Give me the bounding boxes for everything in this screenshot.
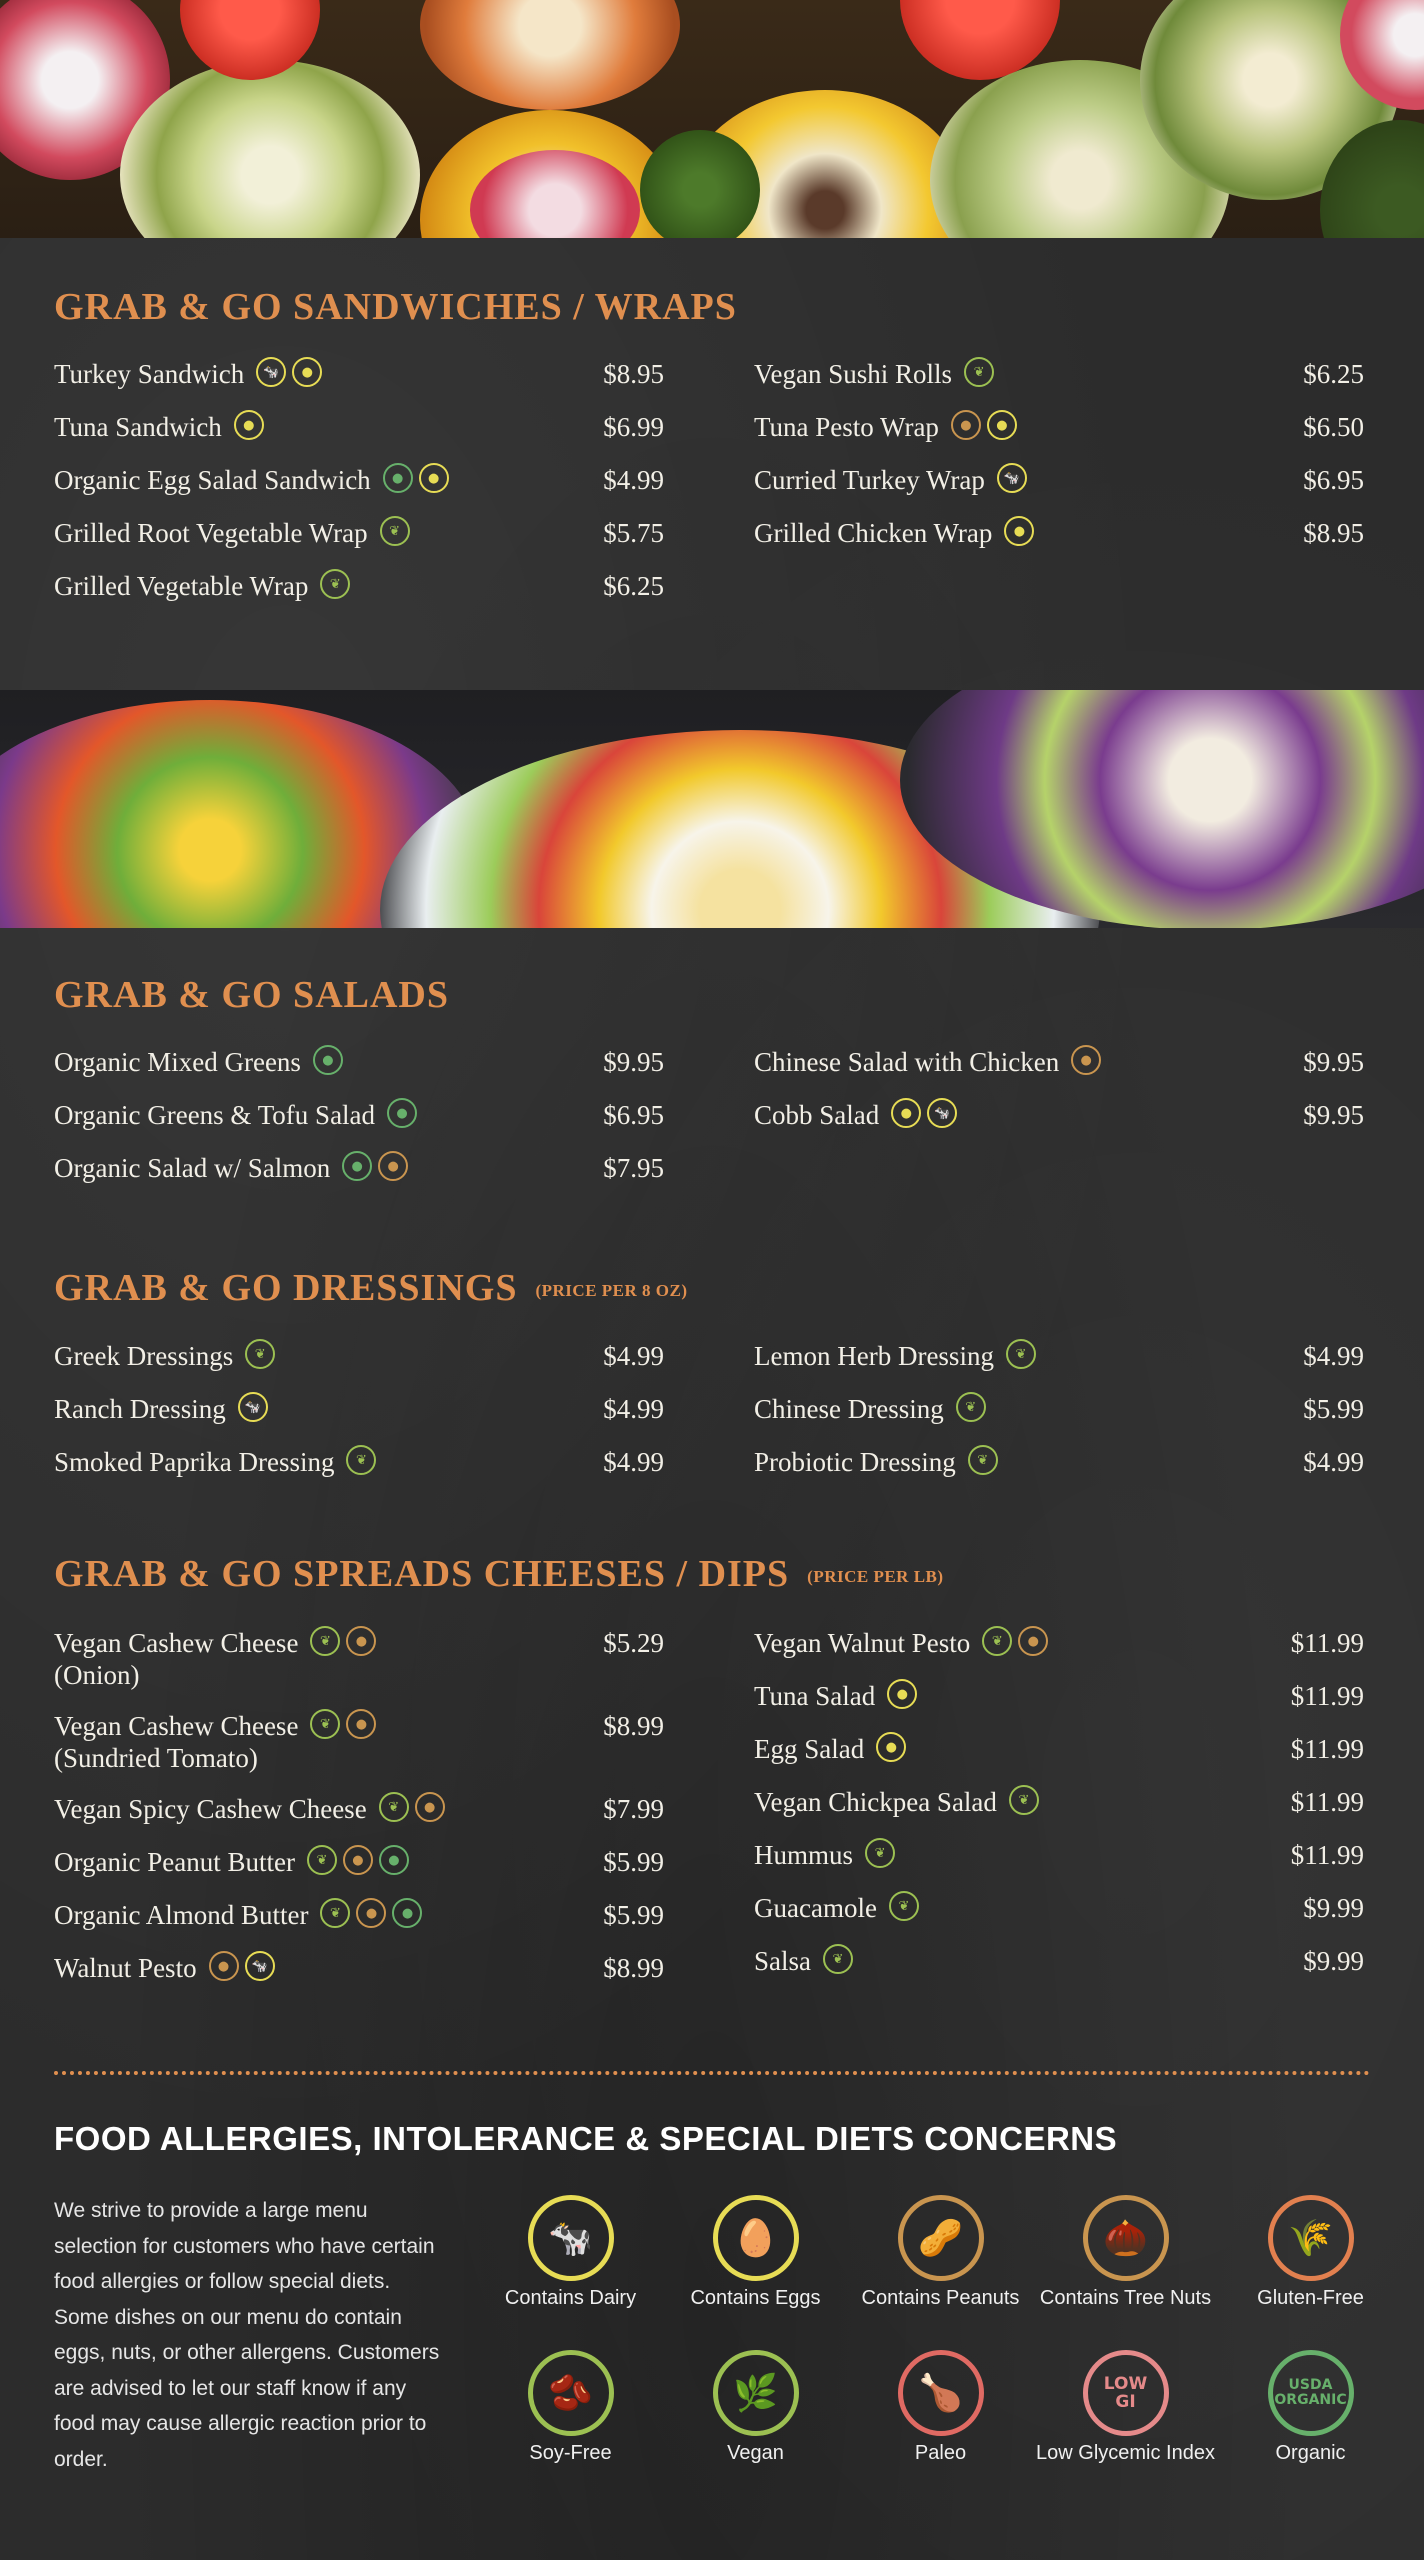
legend-item-gluten	[1218, 2195, 1403, 2310]
menu-item-diet-icons	[320, 1898, 422, 1928]
menu-item-label: Vegan Cashew Cheese (Sundried Tomato)	[54, 1711, 299, 1773]
wraps-photo-banner	[0, 0, 1424, 238]
menu-item-name	[754, 1046, 1101, 1078]
menu-item-label: Tuna Salad	[754, 1681, 876, 1711]
drumstick-icon: 🍗	[898, 2350, 984, 2436]
acorn-icon: ●	[415, 1792, 445, 1822]
usda-organic-icon: ●	[383, 463, 413, 493]
legend-item-vegan	[663, 2350, 848, 2465]
menu-item	[754, 464, 1364, 517]
egg-icon: ●	[887, 1679, 917, 1709]
menu-item-price: $11.99	[1290, 1787, 1364, 1817]
cow-icon: 🐄	[997, 463, 1027, 493]
legend-label: Organic	[1275, 2442, 1346, 2464]
menu-item	[754, 1680, 1364, 1733]
menu-item-diet-icons	[346, 1445, 376, 1475]
menu-item-price: $6.99	[603, 412, 664, 442]
menu-item-label: Ranch Dressing	[54, 1394, 226, 1424]
egg-icon: ●	[292, 357, 322, 387]
leaf-icon: ❦	[1006, 1339, 1036, 1369]
egg-icon: ●	[419, 463, 449, 493]
egg-icon: ●	[891, 1098, 921, 1128]
menu-item-price: $11.99	[1290, 1734, 1364, 1764]
spreads-right-list	[754, 1627, 1364, 1998]
menu-item-name	[754, 1945, 853, 1977]
menu-item-name	[754, 1680, 917, 1712]
menu-item-diet-icons	[964, 357, 994, 387]
menu-item-label: Vegan Walnut Pesto	[754, 1628, 971, 1658]
menu-item-diet-icons	[997, 463, 1027, 493]
leaf-icon: ❦	[982, 1626, 1012, 1656]
section-title-sandwiches: GRAB & GO SANDWICHES / WRAPS	[54, 286, 737, 328]
menu-item-diet-icons	[889, 1891, 919, 1921]
dressings-left-list	[54, 1340, 664, 1499]
menu-item	[754, 1627, 1364, 1680]
wheat-crossed-icon: 🌾	[1268, 2195, 1354, 2281]
menu-item	[754, 1046, 1364, 1099]
acorn-icon: ●	[951, 410, 981, 440]
legend-item-lowgi	[1033, 2350, 1218, 2465]
soybean-crossed-icon: 🫘	[528, 2350, 614, 2436]
egg-icon: ●	[234, 410, 264, 440]
menu-item-name	[754, 1892, 919, 1924]
usda-organic-icon: ●	[379, 1845, 409, 1875]
leaf-icon: ❦	[1009, 1785, 1039, 1815]
menu-item	[54, 1099, 664, 1152]
menu-item-label: Grilled Root Vegetable Wrap	[54, 518, 368, 548]
menu-item-diet-icons	[823, 1944, 853, 1974]
menu-item-price: $11.99	[1290, 1840, 1364, 1870]
menu-item-diet-icons	[1006, 1339, 1036, 1369]
acorn-icon: ●	[378, 1151, 408, 1181]
section-title-salads: GRAB & GO SALADS	[54, 974, 449, 1016]
menu-item	[54, 517, 664, 570]
legend-item-peanuts	[848, 2195, 1033, 2310]
legend-item-dairy	[478, 2195, 663, 2310]
legend-label: Contains Eggs	[690, 2287, 821, 2309]
menu-item	[754, 1099, 1364, 1152]
legend-item-paleo	[848, 2350, 1033, 2465]
menu-item-label: Probiotic Dressing	[754, 1447, 956, 1477]
menu-item-diet-icons	[380, 516, 410, 546]
legend-label: Contains Dairy	[504, 2287, 637, 2309]
leaf-icon: ❦	[964, 357, 994, 387]
menu-item-diet-icons	[951, 410, 1017, 440]
leaf-icon: ❦	[823, 1944, 853, 1974]
menu-item	[754, 517, 1364, 570]
menu-item	[754, 1446, 1364, 1499]
menu-item	[754, 1393, 1364, 1446]
section-title-dressings: GRAB & GO DRESSINGS (PRICE PER 8 OZ)	[54, 1267, 688, 1309]
menu-item-label: Chinese Salad with Chicken	[754, 1047, 1060, 1077]
menu-item-price: $8.99	[603, 1711, 664, 1741]
menu-item-label: Organic Mixed Greens	[54, 1047, 301, 1077]
menu-item-name	[54, 1046, 343, 1078]
menu-item	[54, 1952, 664, 2005]
menu-item	[54, 1793, 664, 1846]
menu-item-label: Turkey Sandwich	[54, 359, 245, 389]
menu-item	[54, 1899, 664, 1952]
salads-left-list	[54, 1046, 664, 1205]
menu-item-price: $5.75	[603, 518, 664, 548]
menu-item-name	[754, 1446, 998, 1478]
menu-item-label: Chinese Dressing	[754, 1394, 944, 1424]
menu-item-price: $9.95	[1303, 1100, 1364, 1130]
menu-item-diet-icons	[310, 1626, 376, 1656]
menu-item-name	[754, 517, 1034, 549]
menu-item	[754, 1340, 1364, 1393]
acorn-icon: ●	[1018, 1626, 1048, 1656]
menu-item	[54, 1446, 664, 1499]
acorn-icon: ●	[346, 1709, 376, 1739]
menu-item-price: $8.95	[603, 359, 664, 389]
dressings-price-note: (PRICE PER 8 OZ)	[535, 1281, 688, 1301]
menu-item-price: $5.99	[603, 1847, 664, 1877]
leaf-icon: ❦	[320, 1898, 350, 1928]
menu-item	[754, 1892, 1364, 1945]
menu-item-diet-icons	[968, 1445, 998, 1475]
menu-item	[754, 411, 1364, 464]
menu-item-name	[54, 411, 264, 443]
menu-item-label: Organic Egg Salad Sandwich	[54, 465, 371, 495]
leaf-icon: ❦	[379, 1792, 409, 1822]
dotted-divider	[54, 2071, 1370, 2075]
usda-organic-icon: ●	[392, 1898, 422, 1928]
menu-item-name	[54, 464, 449, 496]
menu-item-label: Organic Almond Butter	[54, 1900, 309, 1930]
legend-item-organic	[1218, 2350, 1403, 2465]
menu-item-diet-icons	[342, 1151, 408, 1181]
menu-item	[54, 570, 664, 623]
menu-item-price: $9.95	[603, 1047, 664, 1077]
menu-item-label: Organic Greens & Tofu Salad	[54, 1100, 376, 1130]
menu-item	[754, 1945, 1364, 1998]
leaf-icon: ❦	[310, 1626, 340, 1656]
sandwiches-left-list	[54, 358, 664, 623]
menu-item	[754, 1786, 1364, 1839]
menu-item-name	[754, 358, 994, 390]
menu-item-name	[54, 1393, 268, 1425]
menu-item	[54, 1710, 664, 1793]
menu-item-label: Organic Salad w/ Salmon	[54, 1153, 331, 1183]
menu-item-label: Guacamole	[754, 1893, 877, 1923]
menu-item-price: $9.99	[1303, 1946, 1364, 1976]
legend-label: Soy-Free	[529, 2442, 612, 2464]
menu-item-diet-icons	[245, 1339, 275, 1369]
menu-item	[54, 1046, 664, 1099]
menu-item-diet-icons	[238, 1392, 268, 1422]
legend-item-treenuts	[1033, 2195, 1218, 2310]
menu-item-name	[754, 1786, 1039, 1818]
menu-item-name	[54, 1099, 417, 1131]
legend-item-soy	[478, 2350, 663, 2465]
leaf-icon: ❦	[245, 1339, 275, 1369]
menu-item-diet-icons	[234, 410, 264, 440]
menu-item-price: $4.99	[603, 465, 664, 495]
menu-item	[754, 358, 1364, 411]
acorn-icon: 🌰	[1083, 2195, 1169, 2281]
menu-item-price: $11.99	[1290, 1681, 1364, 1711]
menu-item	[754, 1733, 1364, 1786]
menu-item-diet-icons	[320, 569, 350, 599]
legend-label: Contains Tree Nuts	[1039, 2287, 1212, 2309]
menu-item-price: $4.99	[603, 1394, 664, 1424]
menu-item-label: Smoked Paprika Dressing	[54, 1447, 335, 1477]
legend-item-eggs	[663, 2195, 848, 2310]
menu-item-name	[754, 1393, 986, 1425]
menu-item-name	[54, 1846, 409, 1878]
acorn-icon: ●	[209, 1951, 239, 1981]
leaf-icon: ❦	[307, 1845, 337, 1875]
menu-item-label: Lemon Herb Dressing	[754, 1341, 994, 1371]
menu-item-label: Tuna Sandwich	[54, 412, 222, 442]
menu-item-price: $11.99	[1290, 1628, 1364, 1658]
menu-item-name	[754, 1099, 957, 1131]
menu-item	[54, 464, 664, 517]
menu-item-label: Vegan Spicy Cashew Cheese	[54, 1794, 367, 1824]
menu-item-diet-icons	[982, 1626, 1048, 1656]
acorn-icon: ●	[356, 1898, 386, 1928]
menu-item-name	[54, 1952, 275, 1984]
menu-item-price: $4.99	[603, 1447, 664, 1477]
menu-item-name	[754, 1627, 1048, 1659]
usda-organic-icon: ●	[313, 1045, 343, 1075]
leaf-icon: ❦	[320, 569, 350, 599]
menu-item-price: $4.99	[1303, 1341, 1364, 1371]
menu-item-diet-icons	[956, 1392, 986, 1422]
menu-item-price: $8.95	[1303, 518, 1364, 548]
leaf-icon: ❦	[889, 1891, 919, 1921]
allergy-title: FOOD ALLERGIES, INTOLERANCE & SPECIAL DIETS CONCERNS	[54, 2120, 1118, 2157]
menu-item-name	[54, 1152, 408, 1184]
section-title-spreads: GRAB & GO SPREADS CHEESES / DIPS (PRICE PER LB)	[54, 1553, 944, 1595]
menu-item-diet-icons	[310, 1709, 376, 1739]
menu-item-price: $6.95	[1303, 465, 1364, 495]
leaf-icon: ❦	[865, 1838, 895, 1868]
menu-item	[54, 1627, 664, 1710]
menu-item-diet-icons	[1009, 1785, 1039, 1815]
menu-item-diet-icons	[313, 1045, 343, 1075]
menu-item-diet-icons	[383, 463, 449, 493]
menu-item-label: Vegan Sushi Rolls	[754, 359, 953, 389]
menu-item-price: $6.95	[603, 1100, 664, 1130]
menu-item-name	[54, 1627, 376, 1691]
usda-organic-icon: ●	[387, 1098, 417, 1128]
peanut-icon: ●	[343, 1845, 373, 1875]
menu-item-name	[54, 1710, 376, 1774]
cow-icon: 🐄	[245, 1951, 275, 1981]
menu-item-price: $9.95	[1303, 1047, 1364, 1077]
leaf-icon: 🌿	[713, 2350, 799, 2436]
leaf-icon: ❦	[346, 1445, 376, 1475]
menu-item-label: Hummus	[754, 1840, 854, 1870]
menu-item-diet-icons	[387, 1098, 417, 1128]
menu-item-name	[754, 1839, 895, 1871]
leaf-icon: ❦	[380, 516, 410, 546]
menu-item-price: $5.99	[1303, 1394, 1364, 1424]
egg-icon: ●	[1004, 516, 1034, 546]
menu-item-price: $5.99	[603, 1900, 664, 1930]
menu-item-label: Tuna Pesto Wrap	[754, 412, 939, 442]
menu-item-diet-icons	[887, 1679, 917, 1709]
menu-item-label: Organic Peanut Butter	[54, 1847, 295, 1877]
legend-label: Vegan	[727, 2442, 784, 2464]
peanut-icon: ●	[1071, 1045, 1101, 1075]
menu-item-price: $6.25	[1303, 359, 1364, 389]
egg-icon: ●	[876, 1732, 906, 1762]
usda-organic-icon: USDA ORGANIC	[1268, 2350, 1354, 2436]
menu-item-label: Cobb Salad	[754, 1100, 880, 1130]
menu-item-label: Salsa	[754, 1946, 811, 1976]
legend-label: Gluten-Free	[1257, 2287, 1364, 2309]
menu-item	[54, 1846, 664, 1899]
menu-item-name	[754, 411, 1017, 443]
menu-item-label: Grilled Vegetable Wrap	[54, 571, 309, 601]
menu-item-diet-icons	[1004, 516, 1034, 546]
salads-photo-banner	[0, 690, 1424, 928]
sandwiches-right-list	[754, 358, 1364, 570]
menu-item-price: $7.95	[603, 1153, 664, 1183]
menu-item-name	[54, 1793, 445, 1825]
menu-item-name	[54, 358, 322, 390]
leaf-icon: ❦	[968, 1445, 998, 1475]
peanut-icon: 🥜	[898, 2195, 984, 2281]
leaf-icon: ❦	[310, 1709, 340, 1739]
menu-item-diet-icons	[1071, 1045, 1101, 1075]
menu-item-diet-icons	[256, 357, 322, 387]
menu-item-diet-icons	[307, 1845, 409, 1875]
menu-item-diet-icons	[865, 1838, 895, 1868]
menu-item-label: Walnut Pesto	[54, 1953, 197, 1983]
menu-item-label: Vegan Cashew Cheese (Onion)	[54, 1628, 299, 1690]
menu-item-price: $5.29	[603, 1628, 664, 1658]
menu-item-label: Greek Dressings	[54, 1341, 234, 1371]
cow-icon: 🐄	[238, 1392, 268, 1422]
legend-label: Low Glycemic Index	[1036, 2442, 1215, 2464]
menu-item-label: Vegan Chickpea Salad	[754, 1787, 997, 1817]
cow-icon: 🐄	[927, 1098, 957, 1128]
menu-item-name	[754, 1340, 1036, 1372]
legend-label: Paleo	[914, 2442, 967, 2464]
menu-item	[54, 1393, 664, 1446]
egg-icon: 🥚	[713, 2195, 799, 2281]
menu-item-price: $4.99	[603, 1341, 664, 1371]
salads-right-list	[754, 1046, 1364, 1152]
menu-item	[54, 358, 664, 411]
spreads-price-note: (PRICE PER LB)	[807, 1567, 944, 1587]
menu-item-price: $4.99	[1303, 1447, 1364, 1477]
menu-item-diet-icons	[876, 1732, 906, 1762]
menu-item-diet-icons	[379, 1792, 445, 1822]
legend-label: Contains Peanuts	[861, 2287, 1020, 2309]
menu-item-name	[754, 1733, 906, 1765]
menu-item-price: $8.99	[603, 1953, 664, 1983]
menu-item-price: $7.99	[603, 1794, 664, 1824]
egg-icon: ●	[987, 410, 1017, 440]
menu-item	[754, 1839, 1364, 1892]
menu-item	[54, 411, 664, 464]
menu-item-name	[54, 1446, 376, 1478]
menu-item-label: Egg Salad	[754, 1734, 865, 1764]
menu-item-name	[54, 1340, 275, 1372]
leaf-icon: ❦	[956, 1392, 986, 1422]
menu-item-name	[54, 1899, 422, 1931]
menu-item-name	[54, 570, 350, 602]
menu-item-price: $6.50	[1303, 412, 1364, 442]
menu-item-price: $6.25	[603, 571, 664, 601]
menu-item-label: Grilled Chicken Wrap	[754, 518, 993, 548]
menu-item-label: Curried Turkey Wrap	[754, 465, 985, 495]
allergy-notice-text: We strive to provide a large menu selection for customers who have certain food allergies or follow special diets. Some dishes on our menu do contain eggs, nuts, or other allergens. Customers are advised to let our staff know if any food may cause allergic reaction prior to order.	[54, 2199, 440, 2471]
menu-item-price: $9.99	[1303, 1893, 1364, 1923]
cow-icon: 🐄	[528, 2195, 614, 2281]
menu-item-diet-icons	[209, 1951, 275, 1981]
menu-item	[54, 1340, 664, 1393]
usda-organic-icon: ●	[342, 1151, 372, 1181]
menu-item-name	[54, 517, 410, 549]
spreads-left-list	[54, 1627, 664, 2005]
acorn-icon: ●	[346, 1626, 376, 1656]
menu-item-diet-icons	[891, 1098, 957, 1128]
menu-item	[54, 1152, 664, 1205]
low-gi-icon: LOW GI	[1083, 2350, 1169, 2436]
cow-icon: 🐄	[256, 357, 286, 387]
menu-item-name	[754, 464, 1027, 496]
dressings-right-list	[754, 1340, 1364, 1499]
